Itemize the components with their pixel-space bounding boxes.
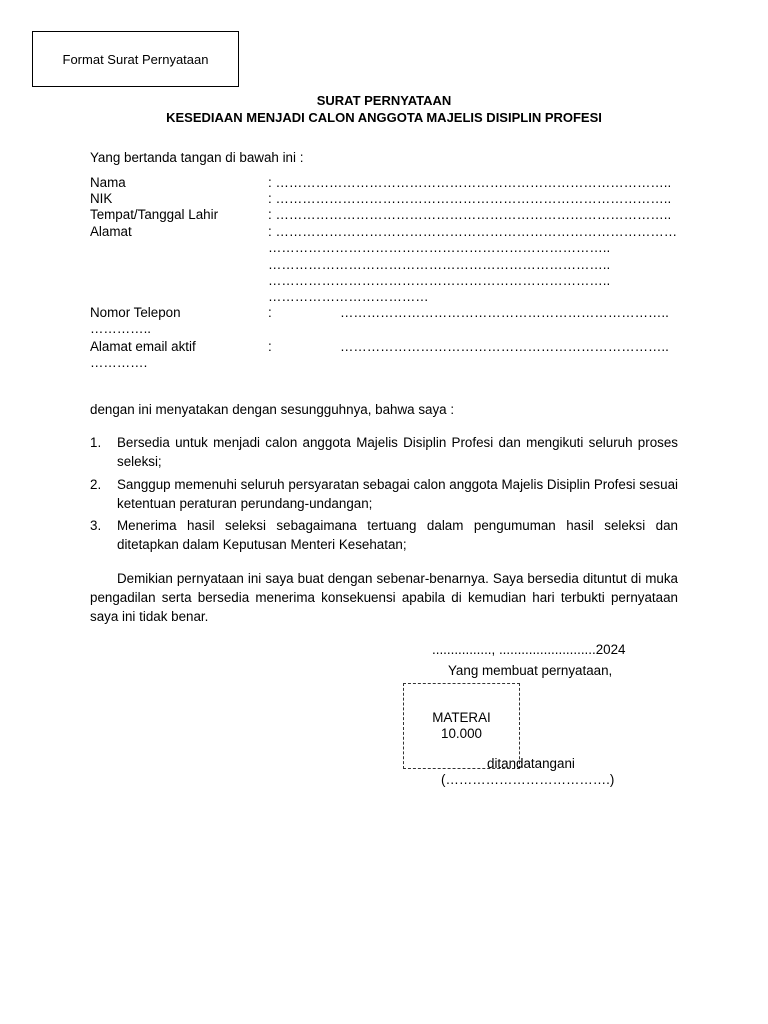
nik-label: NIK — [90, 191, 113, 206]
email-field-wrap: …………. — [90, 355, 148, 370]
alamat-field-line-5: ……………………………… — [268, 289, 429, 304]
format-label: Format Surat Pernyataan — [62, 51, 209, 67]
alamat-field-line-4: ………………………………………………………………….. — [268, 273, 611, 288]
ttl-label: Tempat/Tanggal Lahir — [90, 207, 219, 222]
materai-line-1: MATERAI — [432, 710, 491, 725]
list-item-text: Sanggup memenuhi seluruh persyaratan sebagai calon anggota Majelis Disiplin Profesi sesuai ketentuan peraturan perundang-undangan; — [117, 477, 678, 511]
email-colon: : — [268, 339, 272, 354]
materai-line-2: 10.000 — [441, 726, 482, 741]
list-item — [90, 433, 678, 471]
maker-label: Yang membuat pernyataan, — [448, 663, 613, 678]
ttl-field: : …………………………………………………………………………….. — [268, 207, 672, 222]
materai-label — [403, 710, 520, 742]
format-label-box — [32, 31, 239, 87]
alamat-field-line-1: : ……………………………………………………………………………… — [268, 224, 678, 239]
telepon-label: Nomor Telepon — [90, 305, 181, 320]
statement-intro: dengan ini menyatakan dengan sesungguhnya, bahwa saya : — [90, 402, 455, 417]
alamat-field-line-2: ………………………………………………………………….. — [268, 240, 611, 255]
list-item — [90, 475, 678, 513]
nama-label: Nama — [90, 175, 126, 190]
name-line: (……………………………….) — [441, 772, 615, 787]
list-item-number: 1. — [90, 435, 102, 450]
intro-text: Yang bertanda tangan di bawah ini : — [90, 150, 304, 165]
telepon-colon: : — [268, 305, 272, 320]
alamat-label: Alamat — [90, 224, 132, 239]
telepon-field: ……………………………………………………………….. — [340, 305, 669, 320]
list-item-text: Menerima hasil seleksi sebagaimana tertuang dalam pengumuman hasil seleksi dan ditetapkan dalam Keputusan Menteri Kesehatan; — [117, 518, 678, 552]
date-line: ................, ..........................2024 — [432, 642, 626, 657]
nik-field: : …………………………………………………………………………….. — [268, 191, 672, 206]
nama-field: : …………………………………………………………………………….. — [268, 175, 672, 190]
closing-paragraph: Demikian pernyataan ini saya buat dengan sebenar-benarnya. Saya bersedia dituntut di muka pengadilan serta bersedia menerima konsekuensi apabila di kemudian hari terbukti pernyataan saya ini tidak benar. — [90, 571, 678, 624]
telepon-field-wrap: ………….. — [90, 321, 152, 336]
document-title: SURAT PERNYATAAN — [316, 93, 452, 108]
list-item-text: Bersedia untuk menjadi calon anggota Majelis Disiplin Profesi dan mengikuti seluruh proses seleksi; — [117, 435, 678, 469]
signed-note: ditandatangani — [487, 756, 575, 771]
list-item — [90, 516, 678, 554]
email-field: ……………………………………………………………….. — [340, 339, 669, 354]
list-item-number: 3. — [90, 518, 102, 533]
email-label: Alamat email aktif — [90, 339, 196, 354]
document-subtitle: KESEDIAAN MENJADI CALON ANGGOTA MAJELIS DISIPLIN PROFESI — [166, 110, 602, 125]
alamat-field-line-3: ………………………………………………………………….. — [268, 257, 611, 272]
list-item-number: 2. — [90, 477, 102, 492]
